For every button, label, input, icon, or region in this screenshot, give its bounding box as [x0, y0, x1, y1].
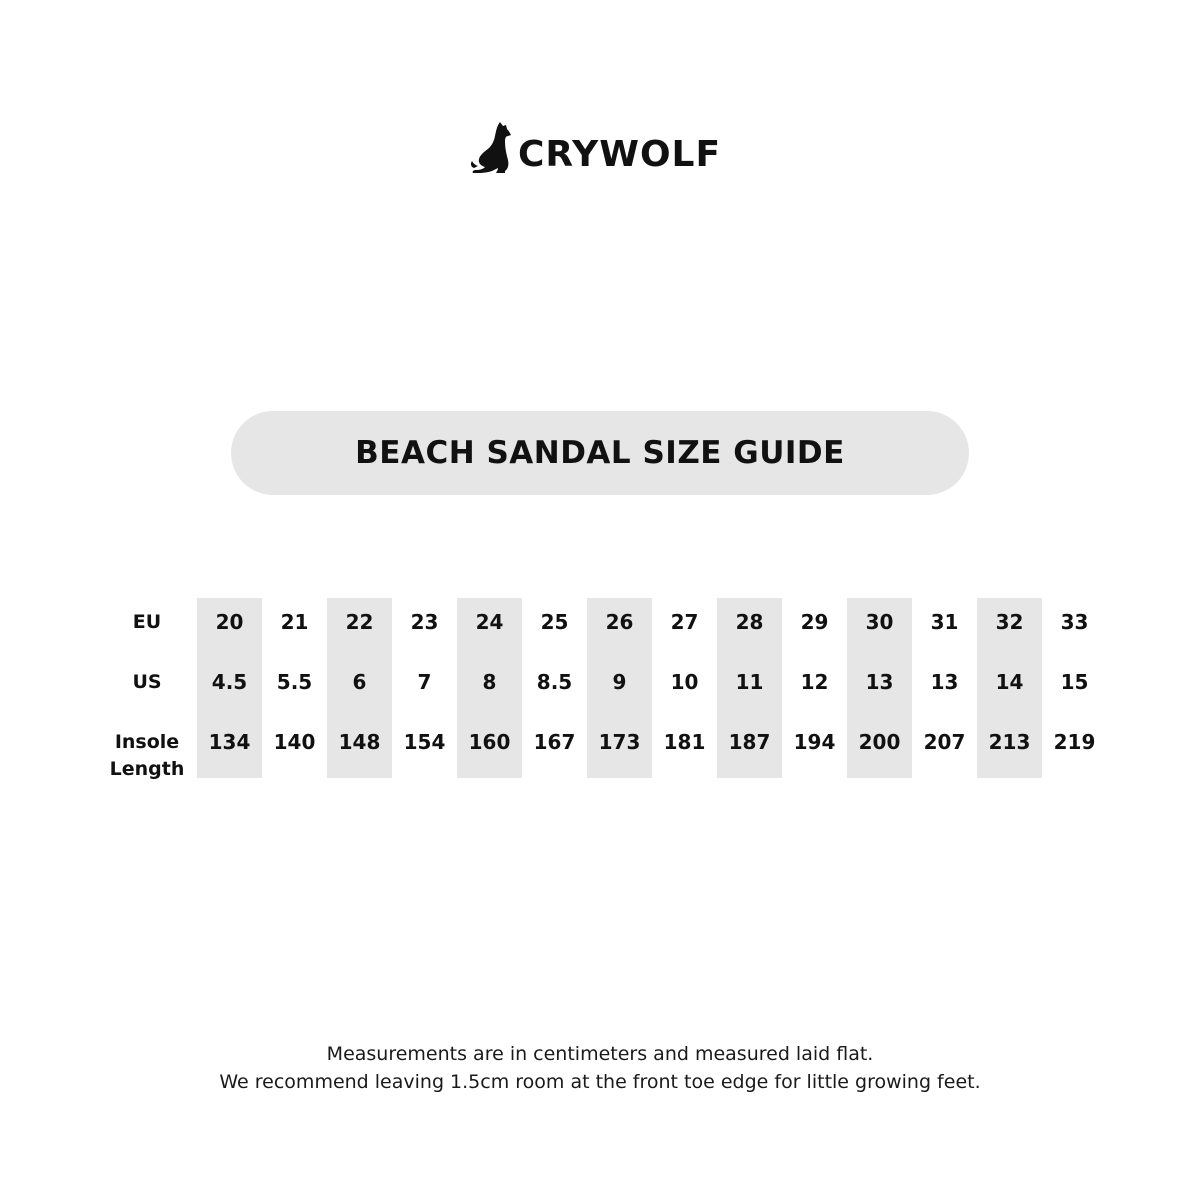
size-cell-eu: 27	[670, 610, 699, 634]
size-cell-eu: 30	[865, 610, 894, 634]
size-cell-insole: 181	[663, 730, 706, 754]
page-title: BEACH SANDAL SIZE GUIDE	[355, 435, 845, 471]
size-cell-eu: 22	[345, 610, 374, 634]
size-cell-eu: 31	[930, 610, 959, 634]
size-cell-eu: 21	[280, 610, 309, 634]
footer-notes	[0, 1040, 1200, 1096]
size-cell-eu: 33	[1060, 610, 1089, 634]
size-cell-us: 14	[995, 670, 1024, 694]
size-cell-insole: 134	[208, 730, 251, 754]
size-cell-us: 15	[1060, 670, 1089, 694]
size-cell-insole: 207	[923, 730, 966, 754]
size-cell-insole: 187	[728, 730, 771, 754]
fit-recommendation-note: We recommend leaving 1.5cm room at the front toe edge for little growing feet.	[219, 1071, 981, 1093]
size-cell-insole: 140	[273, 730, 316, 754]
size-cell-eu: 23	[410, 610, 439, 634]
size-cell-insole: 173	[598, 730, 641, 754]
brand-name: CRYWOLF	[518, 134, 722, 175]
size-cell-us: 13	[930, 670, 959, 694]
size-cell-insole: 200	[858, 730, 901, 754]
size-cell-insole: 213	[988, 730, 1031, 754]
size-cell-us: 6	[352, 670, 367, 694]
size-cell-us: 9	[612, 670, 627, 694]
row-label-eu: EU	[132, 611, 162, 633]
measurement-note: Measurements are in centimeters and measured laid flat.	[326, 1043, 874, 1065]
size-cell-us: 5.5	[276, 670, 313, 694]
size-cell-eu: 20	[215, 610, 244, 634]
size-cell-eu: 25	[540, 610, 569, 634]
row-label-us: US	[132, 671, 162, 693]
size-cell-us: 12	[800, 670, 829, 694]
size-cell-us: 11	[735, 670, 764, 694]
size-cell-insole: 167	[533, 730, 576, 754]
size-cell-eu: 28	[735, 610, 764, 634]
size-cell-insole: 160	[468, 730, 511, 754]
size-cell-eu: 32	[995, 610, 1024, 634]
size-cell-us: 10	[670, 670, 699, 694]
size-cell-us: 13	[865, 670, 894, 694]
size-cell-us: 8.5	[536, 670, 573, 694]
row-label-insole-length: Insole Length	[109, 731, 185, 780]
size-cell-insole: 154	[403, 730, 446, 754]
size-cell-us: 7	[417, 670, 432, 694]
size-cell-insole: 219	[1053, 730, 1096, 754]
size-cell-eu: 24	[475, 610, 504, 634]
size-cell-eu: 26	[605, 610, 634, 634]
size-cell-insole: 148	[338, 730, 381, 754]
size-cell-us: 8	[482, 670, 497, 694]
size-cell-insole: 194	[793, 730, 836, 754]
size-cell-us: 4.5	[211, 670, 248, 694]
size-cell-eu: 29	[800, 610, 829, 634]
